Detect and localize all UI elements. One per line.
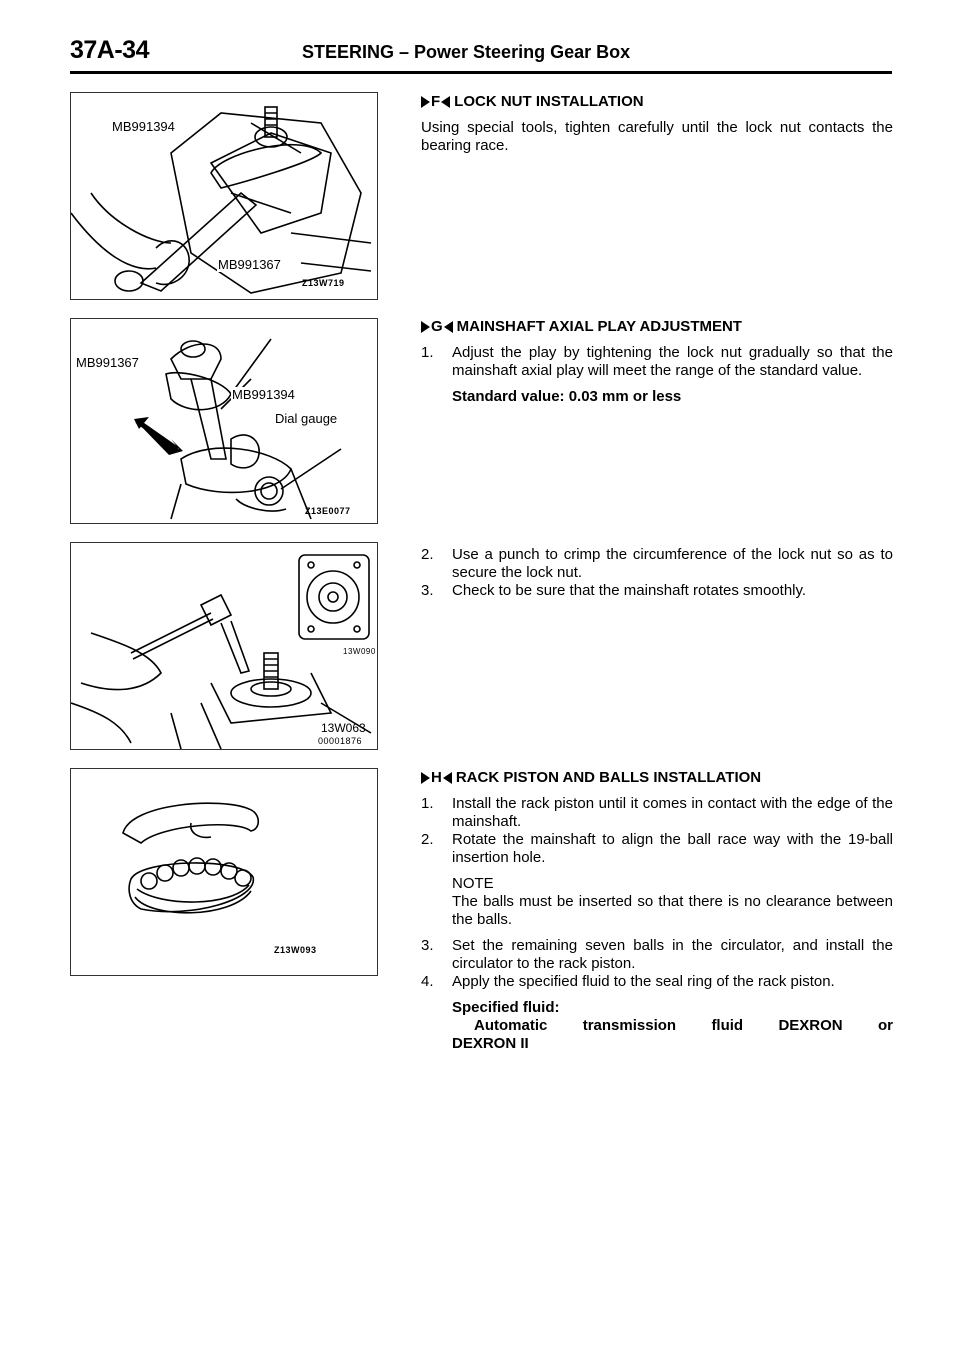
left-triangle-icon [441, 96, 450, 108]
page-number: 37A-34 [70, 36, 149, 64]
figure-code: Z13W719 [302, 278, 345, 288]
step-text: Adjust the play by tightening the lock nut gradually so that the mainshaft axial play will meet the range of the standard value. [452, 344, 893, 379]
figure-punch-crimp [70, 542, 378, 750]
section-rack-piston-balls [421, 769, 893, 1053]
step-item [421, 973, 893, 991]
figure-code: Z13W093 [274, 945, 317, 955]
fluid-word: or [878, 1017, 893, 1034]
step-number: 1. [421, 795, 434, 812]
fluid-word: Automatic [474, 1017, 548, 1034]
step-item [421, 937, 893, 973]
callout-label: MB991394 [232, 387, 295, 402]
step-number: 1. [421, 344, 434, 361]
illustration-punch-and-hammer [71, 543, 377, 749]
page-title: STEERING – Power Steering Gear Box [302, 42, 631, 62]
step-text: Use a punch to crimp the circumference of the lock nut so as to secure the lock nut. [452, 546, 893, 581]
section-heading [421, 318, 893, 336]
fluid-word: DEXRON [778, 1017, 843, 1034]
right-triangle-icon [421, 96, 430, 108]
step-number: 2. [421, 831, 434, 848]
fluid-spec-line2: DEXRON II [452, 1035, 529, 1052]
callout-label: MB991367 [76, 355, 139, 370]
section-body: Using special tools, tighten carefully until the lock nut contacts the bearing race. [421, 119, 893, 154]
section-heading [421, 93, 893, 111]
figure-dial-gauge-setup [70, 318, 378, 524]
right-triangle-icon [421, 321, 430, 333]
step-text: Check to be sure that the mainshaft rotates smoothly. [452, 582, 807, 599]
step-text: Rotate the mainshaft to align the ball race way with the 19-ball insertion hole. [452, 831, 893, 866]
header-rule [70, 71, 892, 74]
callout-label: MB991367 [218, 257, 281, 272]
step-item [421, 582, 893, 600]
step-item [421, 831, 893, 867]
step-text: Apply the specified fluid to the seal ring of the rack piston. [452, 973, 835, 990]
standard-value: Standard value: 0.03 mm or less [452, 388, 682, 405]
section-title: LOCK NUT INSTALLATION [454, 93, 644, 110]
callout-label: MB991394 [112, 119, 175, 134]
fluid-spec-line [474, 1017, 893, 1035]
figure-circulator-and-balls [70, 768, 378, 976]
step-number: 2. [421, 546, 434, 563]
note-text: The balls must be inserted so that there is no clearance between the balls. [452, 893, 893, 928]
right-triangle-icon [421, 772, 430, 784]
section-marker: G [431, 318, 443, 335]
step-item [421, 546, 893, 582]
figure-code: 13W090 [343, 647, 376, 656]
left-triangle-icon [444, 321, 453, 333]
step-number: 4. [421, 973, 434, 990]
figure-code: 00001876 [318, 736, 363, 746]
section-lock-nut-installation [421, 93, 893, 155]
section-title: RACK PISTON AND BALLS INSTALLATION [455, 769, 762, 786]
step-item [421, 795, 893, 831]
section-title: MAINSHAFT AXIAL PLAY ADJUSTMENT [456, 318, 742, 335]
figure-code: Z13E0077 [305, 506, 351, 516]
fluid-word: transmission [582, 1017, 677, 1034]
step-text: Set the remaining seven balls in the circulator, and install the circulator to the rack piston. [452, 937, 893, 972]
callout-label: Dial gauge [275, 411, 338, 426]
section-marker: F [431, 93, 441, 110]
fluid-word: fluid [711, 1017, 744, 1034]
illustration-circulator [71, 769, 377, 975]
figure-lock-nut-tools [70, 92, 378, 300]
fluid-label: Specified fluid: [452, 999, 560, 1016]
section-mainshaft-axial-play-continued [421, 546, 893, 600]
step-item [421, 344, 893, 380]
note-label: NOTE [452, 875, 494, 892]
section-mainshaft-axial-play [421, 318, 893, 406]
step-text: Install the rack piston until it comes in contact with the edge of the mainshaft. [452, 795, 893, 830]
section-heading [421, 769, 893, 787]
section-marker: H [431, 769, 442, 786]
step-number: 3. [421, 582, 434, 599]
left-triangle-icon [443, 772, 452, 784]
callout-label: 13W063 [321, 721, 366, 735]
step-number: 3. [421, 937, 434, 954]
